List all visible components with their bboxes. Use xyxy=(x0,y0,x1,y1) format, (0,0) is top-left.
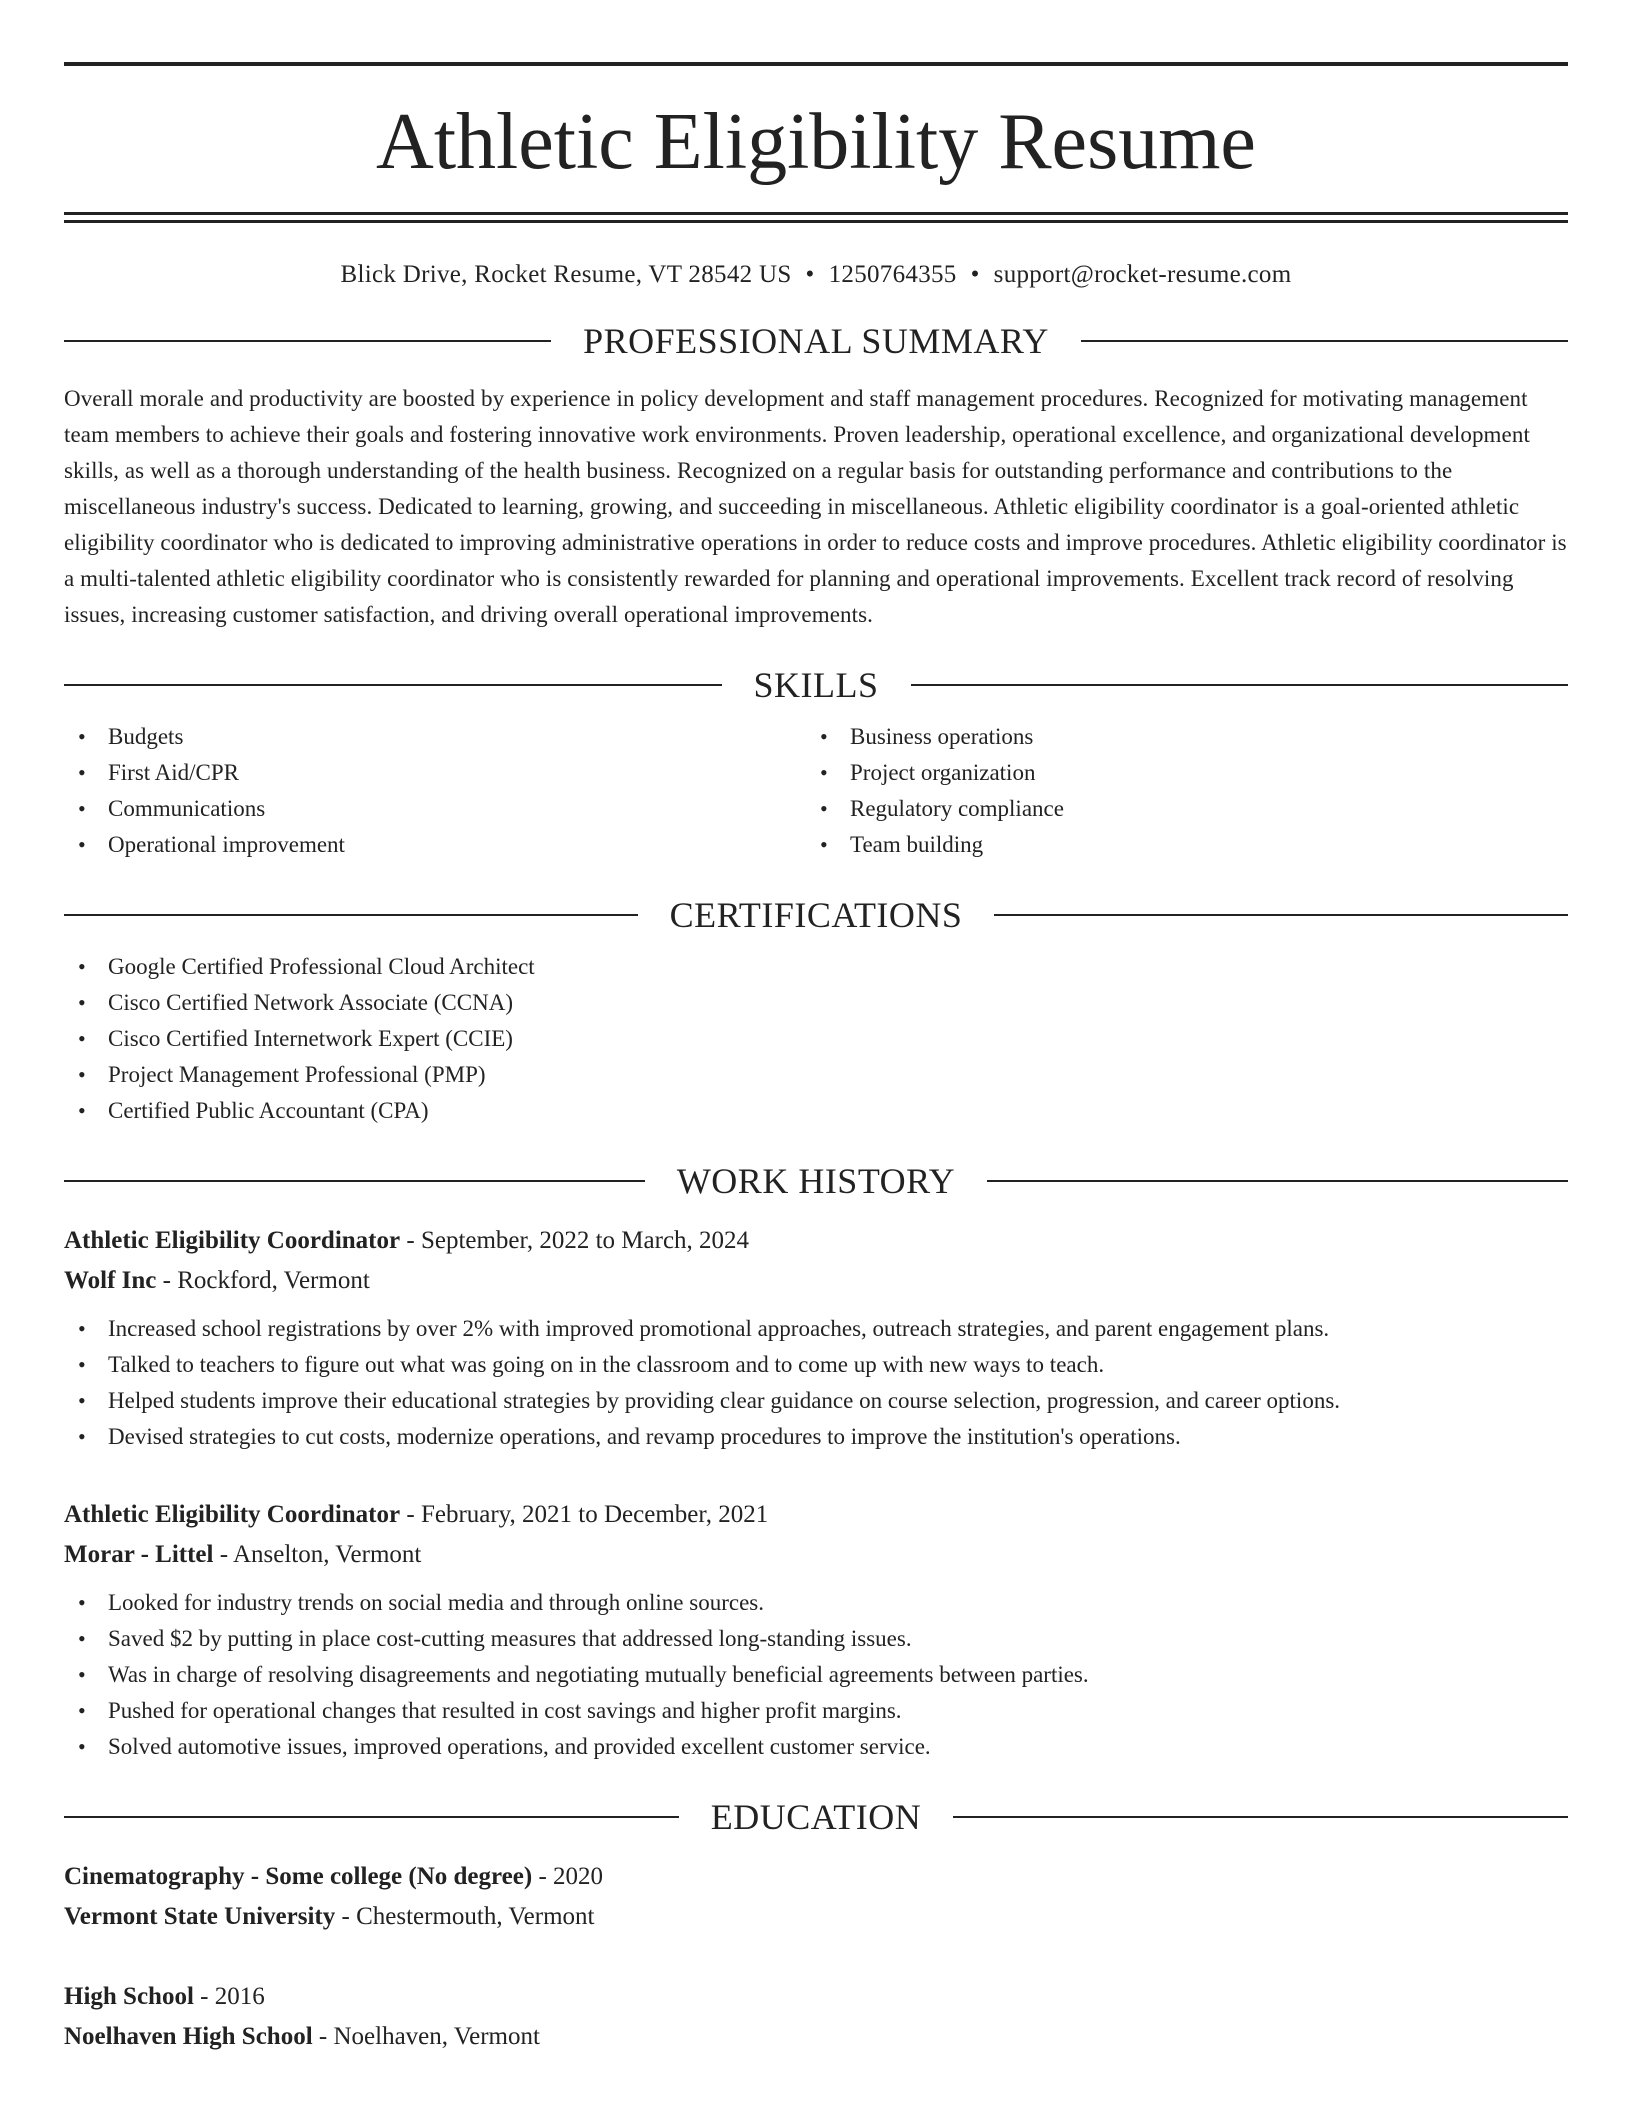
education-location: Noelhaven, Vermont xyxy=(333,2023,540,2050)
job-duty: • Was in charge of resolving disagreements and negotiating mutually beneficial agreements between parties. xyxy=(64,1657,1568,1693)
section-rule xyxy=(64,340,551,342)
skill-item: • Team building xyxy=(806,827,1548,863)
job-duties-list xyxy=(64,1311,1568,1455)
summary-text: Overall morale and productivity are boosted by experience in policy development and staff management procedures. Recognized for motivating management team members to achieve their goals and fostering innovative work environments. Proven leadership, operational excellence, and organizational development skills, as well as a thorough understanding of the health business. Recognized on a regular basis for outstanding performance and contributions to the miscellaneous industry's success. Dedicated to learning, growing, and succeeding in miscellaneous. Athletic eligibility coordinator is a goal-oriented athletic eligibility coordinator who is dedicated to improving administrative operations in order to reduce costs and improve procedures. Athletic eligibility coordinator is a multi-talented athletic eligibility coordinator who is consistently rewarded for planning and operational improvements. Excellent track record of resolving issues, increasing customer satisfaction, and driving overall operational improvements. xyxy=(64,386,1567,627)
certification-item: • Certified Public Accountant (CPA) xyxy=(64,1093,1568,1129)
job-duty: • Pushed for operational changes that resulted in cost savings and higher profit margins. xyxy=(64,1693,1568,1729)
skill-item: • Communications xyxy=(64,791,806,827)
education-entry xyxy=(64,1977,1568,2057)
education-year: 2020 xyxy=(553,1863,604,1890)
job-duty: • Saved $2 by putting in place cost-cutting measures that addressed long-standing issues. xyxy=(64,1621,1568,1657)
certification-item: • Cisco Certified Internetwork Expert (CCIE) xyxy=(64,1021,1568,1057)
page-title: Athletic Eligibility Resume xyxy=(376,98,1256,186)
education-school: Noelhaven High School xyxy=(64,2023,313,2050)
job-company: Wolf Inc xyxy=(64,1267,157,1294)
section-title: CERTIFICATIONS xyxy=(669,895,963,935)
skill-item: • Regulatory compliance xyxy=(806,791,1548,827)
job-entry xyxy=(64,1495,1568,1765)
section-rule xyxy=(987,1180,1568,1182)
job-duty: • Talked to teachers to figure out what was going on in the classroom and to come up with new ways to teach. xyxy=(64,1347,1568,1383)
contact-address: Blick Drive, Rocket Resume, VT 28542 US xyxy=(340,261,792,288)
job-company-line: Morar - Littel - Anselton, Vermont xyxy=(64,1541,422,1568)
education-location: Chestermouth, Vermont xyxy=(356,1903,595,1930)
section-title: EDUCATION xyxy=(710,1797,922,1837)
section-rule xyxy=(911,684,1569,686)
job-location: Rockford, Vermont xyxy=(177,1267,370,1294)
job-duty: • Increased school registrations by over 2% with improved promotional approaches, outreach strategies, and parent engagement plans. xyxy=(64,1311,1568,1347)
job-duties-list xyxy=(64,1585,1568,1765)
title-double-rule xyxy=(64,212,1568,223)
education-school-line: Vermont State University - Chestermouth, Vermont xyxy=(64,1903,595,1930)
section-header-certifications xyxy=(64,897,1568,933)
job-title: Athletic Eligibility Coordinator xyxy=(64,1501,401,1528)
section-rule xyxy=(64,914,638,916)
section-header-work xyxy=(64,1163,1568,1199)
education-entry xyxy=(64,1857,1568,1937)
contact-email: support@rocket-resume.com xyxy=(993,261,1292,288)
job-title-line: Athletic Eligibility Coordinator - September, 2022 to March, 2024 xyxy=(64,1227,750,1254)
section-rule xyxy=(64,1180,645,1182)
education-year: 2016 xyxy=(214,1983,265,2010)
contact-separator: • xyxy=(970,261,980,288)
section-rule xyxy=(64,684,722,686)
job-dates: February, 2021 to December, 2021 xyxy=(420,1501,769,1528)
section-rule xyxy=(994,914,1568,916)
skills-right-list xyxy=(806,719,1548,863)
contact-phone: 1250764355 xyxy=(828,261,957,288)
job-entry xyxy=(64,1221,1568,1455)
contact-line xyxy=(64,261,1568,289)
skill-item: • Business operations xyxy=(806,719,1548,755)
section-header-summary xyxy=(64,323,1568,359)
title-block xyxy=(64,0,1568,223)
section-header-skills xyxy=(64,667,1568,703)
job-company-line: Wolf Inc - Rockford, Vermont xyxy=(64,1267,370,1294)
certification-item: • Project Management Professional (PMP) xyxy=(64,1057,1568,1093)
job-company: Morar - Littel xyxy=(64,1541,214,1568)
education-degree-line: High School - 2016 xyxy=(64,1983,265,2010)
section-title: SKILLS xyxy=(753,665,879,705)
job-duty: • Looked for industry trends on social media and through online sources. xyxy=(64,1585,1568,1621)
job-title-line: Athletic Eligibility Coordinator - February, 2021 to December, 2021 xyxy=(64,1501,769,1528)
section-title: WORK HISTORY xyxy=(676,1161,956,1201)
certifications-list xyxy=(64,949,1568,1129)
contact-separator: • xyxy=(805,261,815,288)
section-rule xyxy=(1081,340,1568,342)
education-school-line: Noelhaven High School - Noelhaven, Vermont xyxy=(64,2023,540,2050)
skill-item: • Budgets xyxy=(64,719,806,755)
section-header-education xyxy=(64,1799,1568,1835)
skill-item: • Project organization xyxy=(806,755,1548,791)
education-degree: High School xyxy=(64,1983,194,2010)
education-degree-line: Cinematography - Some college (No degree) - 2020 xyxy=(64,1863,604,1890)
job-duty: • Helped students improve their educational strategies by providing clear guidance on course selection, progression, and career options. xyxy=(64,1383,1568,1419)
education-school: Vermont State University xyxy=(64,1903,336,1930)
job-location: Anselton, Vermont xyxy=(232,1541,422,1568)
skills-grid xyxy=(64,719,1568,863)
job-duty: • Devised strategies to cut costs, modernize operations, and revamp procedures to improve the institution's operations. xyxy=(64,1419,1568,1455)
certification-item: • Google Certified Professional Cloud Architect xyxy=(64,949,1568,985)
section-rule xyxy=(953,1816,1568,1818)
certification-item: • Cisco Certified Network Associate (CCNA) xyxy=(64,985,1568,1021)
section-title: PROFESSIONAL SUMMARY xyxy=(583,321,1049,361)
skill-item: • Operational improvement xyxy=(64,827,806,863)
section-rule xyxy=(64,1816,679,1818)
job-duty: • Solved automotive issues, improved operations, and provided excellent customer service. xyxy=(64,1729,1568,1765)
skill-item: • First Aid/CPR xyxy=(64,755,806,791)
education-degree: Cinematography - Some college (No degree) xyxy=(64,1863,533,1890)
job-title: Athletic Eligibility Coordinator xyxy=(64,1227,401,1254)
job-dates: September, 2022 to March, 2024 xyxy=(420,1227,750,1254)
skills-left-list xyxy=(64,719,806,863)
